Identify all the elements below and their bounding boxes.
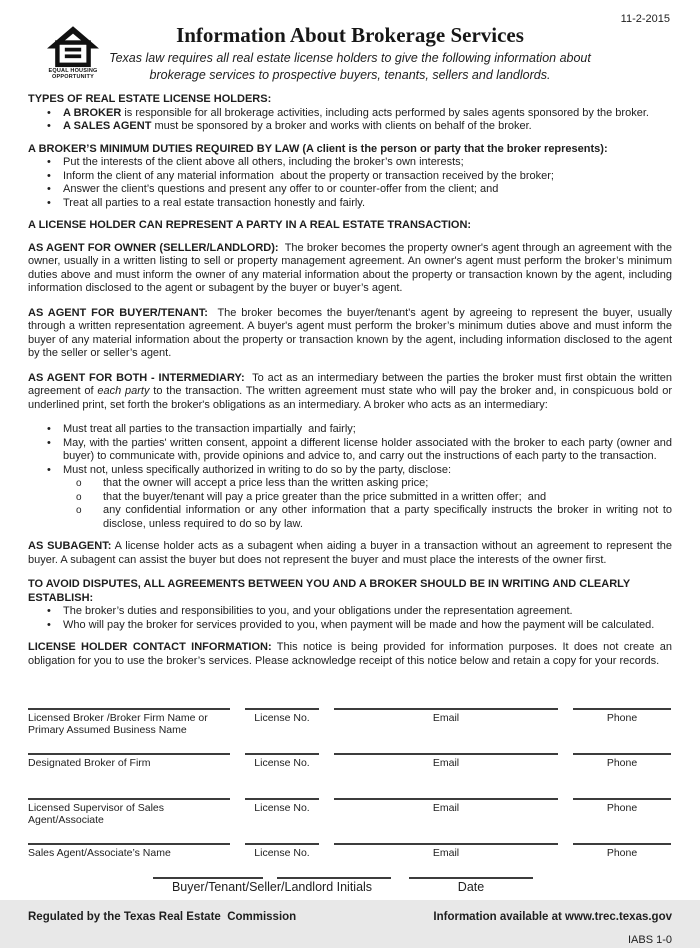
equal-housing-logo <box>40 26 106 80</box>
subagent-text: A license holder acts as a subagent when aiding a buyer in a transaction without an agreement to represent the buyer. A subagent can assist the buyer but does not represent the buyer and must place the interests of the owner first. <box>28 540 676 566</box>
page-subtitle-line2: brokerage services to prospective buyers, tenants, sellers and landlords. <box>149 67 551 82</box>
logo-caption-line2: OPPORTUNITY <box>52 74 94 80</box>
license-no-line: License No. <box>245 843 319 865</box>
designated-broker-line: Designated Broker of Firm <box>28 753 230 798</box>
email-line: Email <box>334 798 558 843</box>
date-label: Date <box>457 880 485 894</box>
page-title: Information About Brokerage Services <box>176 23 524 47</box>
section-heading-types: TYPES OF REAL ESTATE LICENSE HOLDERS: <box>28 93 272 105</box>
email-line: Email <box>334 753 558 798</box>
duty-bullet: • Inform the client of any material information about the property or transaction received by the broker; <box>28 170 672 184</box>
footer <box>28 911 672 925</box>
intermediary-bullet: • Must treat all parties to the transaction impartially and fairly; <box>28 423 672 437</box>
initials-line-2 <box>277 877 391 879</box>
table-row <box>28 753 672 798</box>
license-no-line: License No. <box>245 753 319 798</box>
footer-info-available: Information available at www.trec.texas.gov <box>433 910 672 923</box>
agent-for-owner-text: The broker becomes the property owner's agent through an agreement with the owner, usually in a written listing to sell or property management agreement. An owner's agent must perform the broker’s minimum duties above and must inform the owner of any material information about the property or transaction known by the agent, including information disclosed to the agent or subagent by the buyer or buyer’s agent. <box>28 241 676 294</box>
paragraph-agent-for-both <box>28 371 676 413</box>
intermediary-bullet-list <box>28 423 676 531</box>
types-bullet-broker-text: is responsible for all brokerage activities, including acts performed by sales agents sponsored by the broker. <box>121 106 649 119</box>
footer-regulated-by: Regulated by the Texas Real Estate Commission <box>28 910 297 923</box>
intermediary-bullet: • May, with the parties' written consent, appoint a different license holder associated with the broker to each party (owner and buyer) to communicate with, provide opinions and advice to, and carry out the instructions of each party to the transaction. <box>28 437 672 464</box>
phone-line: Phone <box>573 753 671 798</box>
agent-for-buyer-text: The broker becomes the buyer/tenant's agent by agreeing to represent the buyer, usually through a written representation agreement. A buyer's agent must perform the broker’s minimum duties above and must inform the buyer of any material information about the property or transaction known by the agent, including information disclosed to the agent by the seller or seller’s agent. <box>28 306 676 359</box>
table-row <box>28 843 672 865</box>
license-no-line: License No. <box>245 708 319 753</box>
avoid-disputes-bullet-list <box>28 605 672 632</box>
table-row <box>28 798 672 843</box>
avoid-disputes-bullet: • The broker’s duties and responsibilities to you, and your obligations under the representation agreement. <box>28 605 672 619</box>
paragraph-agent-for-buyer <box>28 306 676 361</box>
intermediary-sub-bullet: o that the owner will accept a price less than the written asking price; <box>28 477 672 491</box>
date-line <box>409 877 533 879</box>
agent-for-buyer-lead: AS AGENT FOR BUYER/TENANT: <box>28 306 208 319</box>
duty-bullet: • Answer the client’s questions and present any offer to or counter-offer from the client; and <box>28 183 672 197</box>
form-code: IABS 1-0 <box>627 934 672 946</box>
license-holder-contact-table <box>28 708 672 865</box>
avoid-disputes-bullet: • Who will pay the broker for services provided to you, when payment will be made and how the payment will be calculated. <box>28 619 672 633</box>
duty-bullet: • Treat all parties to a real estate transaction honestly and fairly. <box>28 197 672 211</box>
types-bullet-sales-agent-text: must be sponsored by a broker and works with clients on behalf of the broker. <box>151 120 532 132</box>
agent-for-both-italic-phrase: each party <box>97 385 150 397</box>
types-bullet-list <box>28 107 672 134</box>
agent-for-both-text-1: To act as an intermediary between the parties the broker must first obtain the written agreement of <box>28 371 676 397</box>
intermediary-sub-bullet: o any confidential information or any other information that a party specifically instructs the broker in writing not to disclose, unless required to do so by law. <box>28 504 672 531</box>
contact-information-lead: LICENSE HOLDER CONTACT INFORMATION: <box>28 641 272 653</box>
agent-for-both-lead: AS AGENT FOR BOTH - INTERMEDIARY: <box>28 371 245 384</box>
table-row <box>28 708 672 753</box>
acknowledgment-block <box>28 877 672 895</box>
broker-firm-name-line: Licensed Broker /Broker Firm Name or Primary Assumed Business Name <box>28 708 230 753</box>
phone-line: Phone <box>573 843 671 865</box>
agent-for-owner-lead: AS AGENT FOR OWNER (SELLER/LANDLORD): <box>28 241 279 254</box>
licensed-supervisor-line: Licensed Supervisor of Sales Agent/Associate <box>28 798 230 843</box>
paragraph-contact-information <box>28 641 676 668</box>
email-line: Email <box>334 708 558 753</box>
types-bullet-sales-agent-lead: A SALES AGENT <box>63 120 152 132</box>
intermediary-bullet: • Must not, unless specifically authorized in writing to do so by the party, disclose: <box>28 464 672 478</box>
section-heading-minimum-duties: A BROKER’S MINIMUM DUTIES REQUIRED BY LAW (A client is the person or party that the broker represents): <box>28 142 608 155</box>
paragraph-subagent <box>28 540 676 567</box>
initials-line-1 <box>153 877 263 879</box>
intermediary-sub-bullet: o that the buyer/tenant will pay a price greater than the price submitted in a written offer; and <box>28 491 672 505</box>
initials-label: Buyer/Tenant/Seller/Landlord Initials <box>171 880 373 894</box>
email-line: Email <box>334 843 558 865</box>
license-no-line: License No. <box>245 798 319 843</box>
section-heading-represent: A LICENSE HOLDER CAN REPRESENT A PARTY IN A REAL ESTATE TRANSACTION: <box>28 219 472 231</box>
contact-information-text: This notice is being provided for information purposes. It does not create an obligation for you to use the broker’s services. Please acknowledge receipt of this notice below and retain a copy for your records. <box>28 641 676 667</box>
revision-date: 11-2-2015 <box>620 13 670 25</box>
page-subtitle-line1: Texas law requires all real estate license holders to give the following information about <box>109 51 591 65</box>
logo-caption-line1: EQUAL HOUSING <box>48 68 98 74</box>
agent-for-both-text-2: to the transaction. The written agreement must state who will pay the broker and, in conspicuous bold or underlined print, set forth the broker's obligations as an intermediary. A broker who acts as an intermediary: <box>28 385 676 411</box>
types-bullet-sales-agent <box>28 120 672 134</box>
form-body <box>28 93 676 668</box>
minimum-duties-bullet-list <box>28 156 672 210</box>
paragraph-agent-for-owner <box>28 241 676 296</box>
duty-bullet: • Put the interests of the client above all others, including the broker’s own interests; <box>28 156 672 170</box>
sales-agent-name-line: Sales Agent/Associate’s Name <box>28 843 230 865</box>
acknowledgment-lines <box>28 877 672 879</box>
phone-line: Phone <box>573 708 671 753</box>
equal-housing-icon <box>47 26 99 68</box>
phone-line: Phone <box>573 798 671 843</box>
types-bullet-broker-lead: A BROKER <box>63 106 122 119</box>
types-bullet-broker <box>28 107 672 121</box>
section-heading-avoid-disputes: TO AVOID DISPUTES, ALL AGREEMENTS BETWEEN YOU AND A BROKER SHOULD BE IN WRITING AND CLEARLY ESTABLISH: <box>28 578 630 604</box>
subagent-lead: AS SUBAGENT: <box>28 540 112 552</box>
